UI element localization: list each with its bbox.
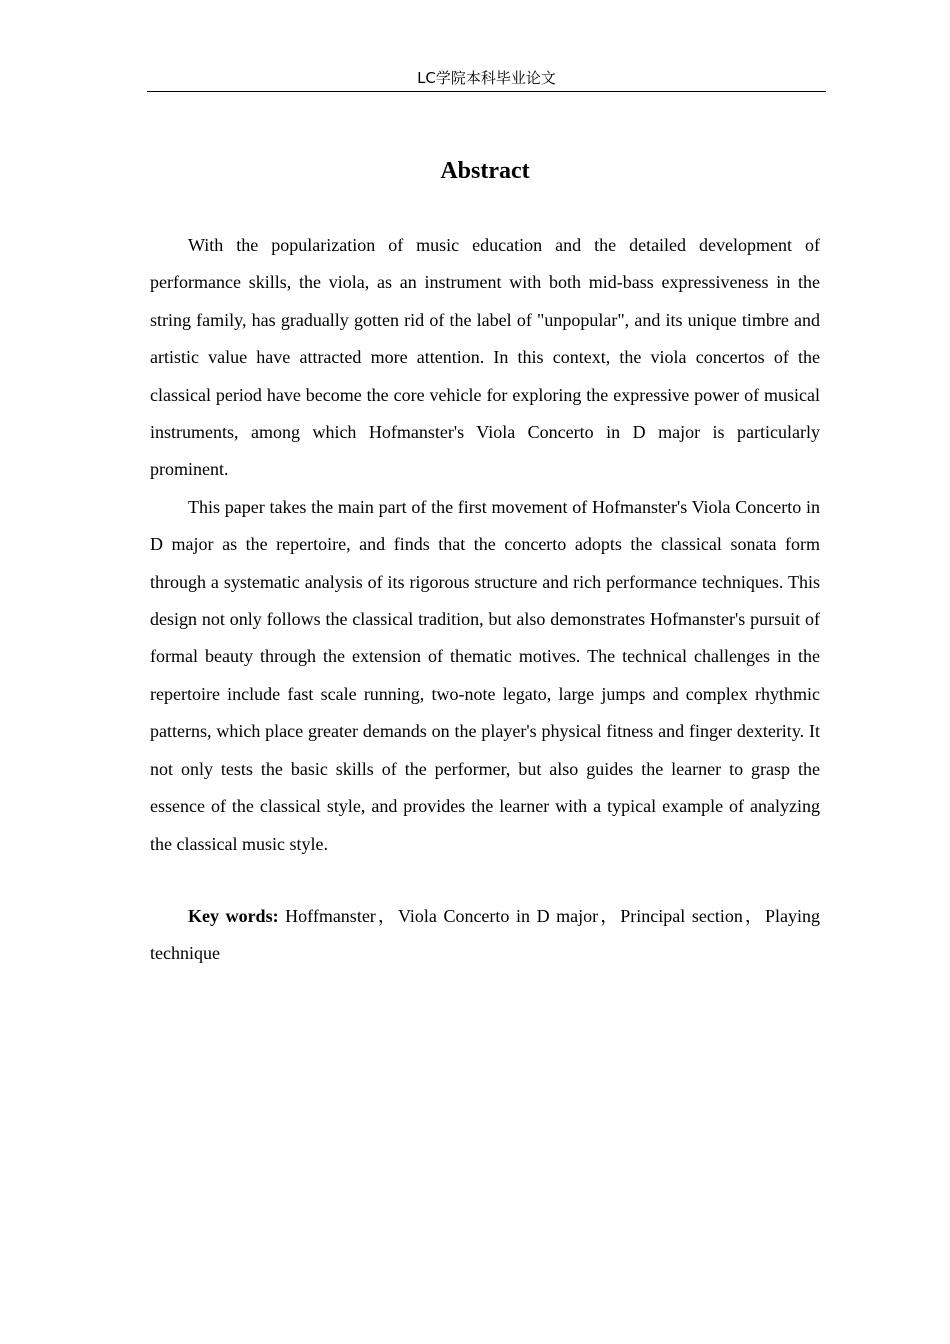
abstract-body: [150, 227, 820, 863]
header-text: LC学院本科毕业论文: [417, 69, 556, 87]
keywords: [150, 898, 820, 973]
keywords-text: Hoffmanster，Viola Concerto in D major，Principal section，Playing technique: [150, 906, 820, 964]
abstract-title: Abstract: [440, 158, 530, 184]
page-header: [147, 66, 826, 92]
abstract-paragraph-2: This paper takes the main part of the first movement of Hofmanster's Viola Concerto in D major as the repertoire, and finds that the concerto adopts the classical sonata form through a systematic analysis of its rigorous structure and rich performance techniques. This design not only follows the classical tradition, but also demonstrates Hofmanster's pursuit of formal beauty through the extension of thematic motives. The technical challenges in the repertoire include fast scale running, two-note legato, large jumps and complex rhythmic patterns, which place greater demands on the player's physical fitness and finger dexterity. It not only tests the basic skills of the performer, but also guides the learner to grasp the essence of the classical style, and provides the learner with a typical example of analyzing the classical music style.: [150, 496, 820, 854]
abstract-paragraph-1: With the popularization of music education and the detailed development of performance skills, the viola, as an instrument with both mid-bass expressiveness in the string family, has gradually gotten rid of the label of "unpopular", and its unique timbre and artistic value have attracted more attention. In this context, the viola concertos of the classical period have become the core vehicle for exploring the expressive power of musical instruments, among which Hofmanster's Viola Concerto in D major is particularly prominent.: [150, 235, 820, 480]
keywords-label: Key words:: [188, 906, 279, 926]
